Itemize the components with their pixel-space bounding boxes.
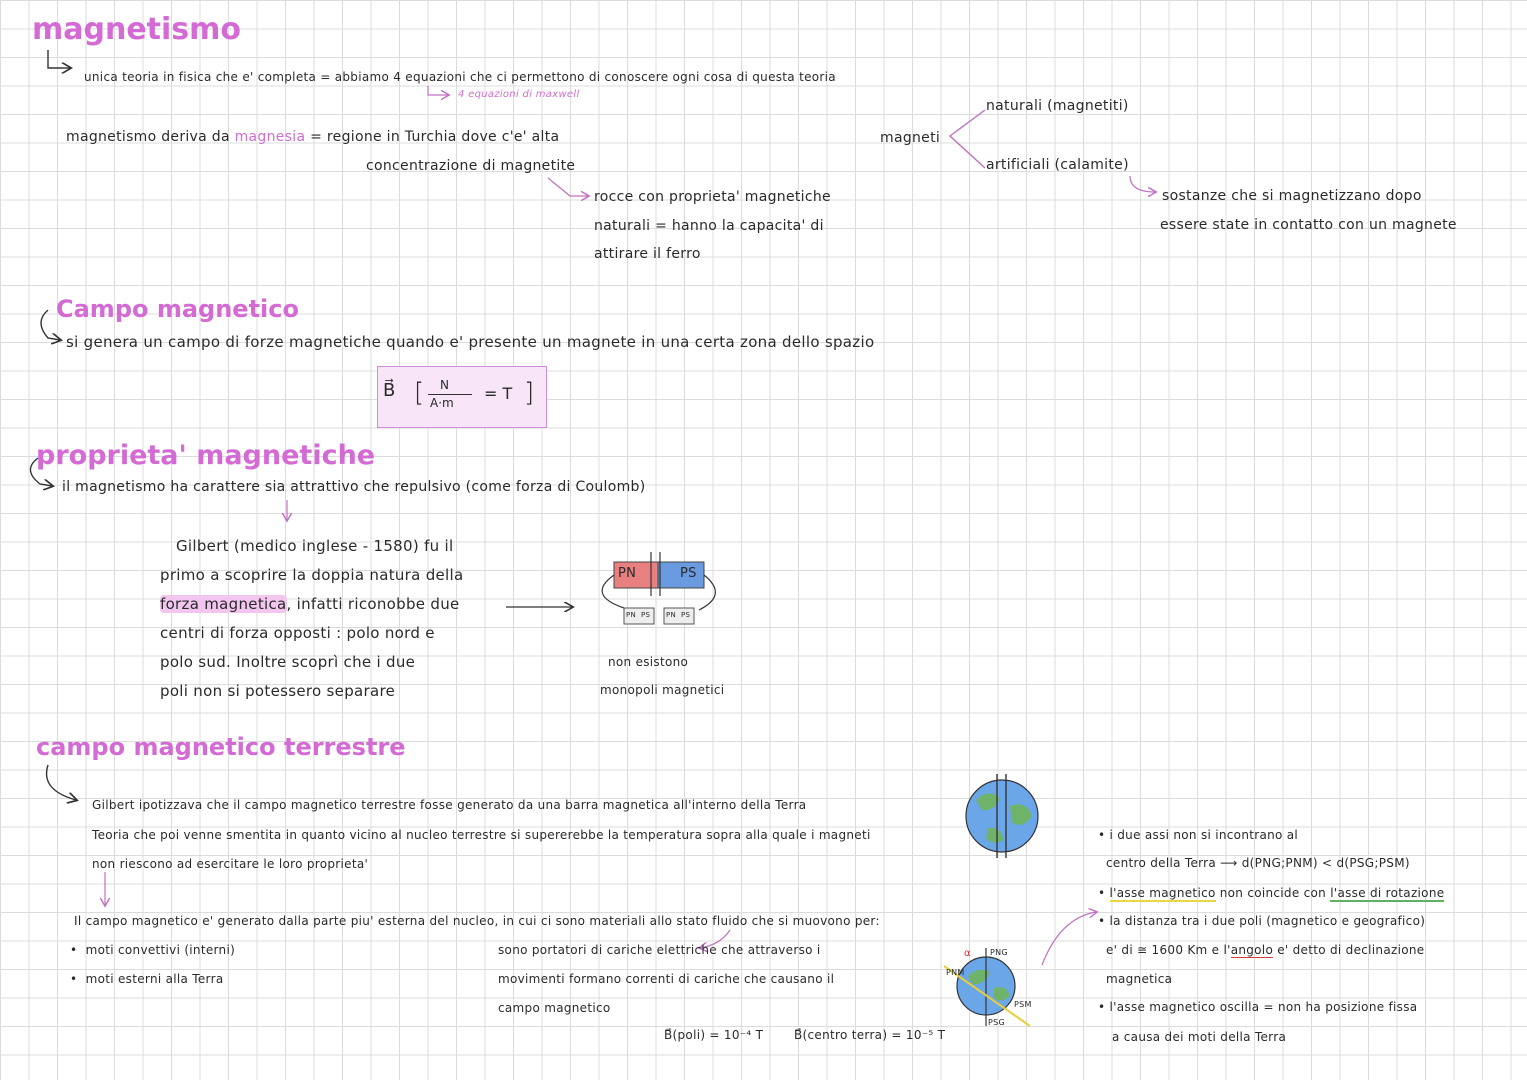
gilbert-line3-rest: , infatti riconobbe due (286, 595, 460, 613)
formula-denominator: A·m (430, 396, 454, 410)
moti-esterni-text: moti esterni alla Terra (85, 972, 224, 986)
portatori-line2: movimenti formano correnti di cariche che causano il (498, 972, 835, 986)
generation-line: Il campo magnetico e' generato dalla parte piu' esterna del nucleo, in cui ci sono materiali allo stato fluido che si muovono per: (74, 914, 880, 928)
png-label: PNG (990, 948, 1008, 957)
magneti-artificiali: artificiali (calamite) (986, 157, 1129, 173)
right-note-4: • la distanza tra i due poli (magnetico e geografico) (1098, 914, 1426, 928)
formula-box-unit (377, 366, 547, 428)
right-note-4-text: la distanza tra i due poli (magnetico e geografico) (1109, 914, 1426, 928)
angolo-underline: angolo (1230, 943, 1274, 957)
asse-magnetico-underline: l'asse magnetico (1109, 886, 1216, 900)
proprieta-line: il magnetismo ha carattere sia attrattivo che repulsivo (come forza di Coulomb) (62, 479, 646, 495)
ps-label: PS (680, 566, 697, 581)
right-note-2: centro della Terra ⟶ d(PNG;PNM) < d(PSG;PSM) (1106, 856, 1410, 870)
forza-magnetica-highlight: forza magnetica (160, 595, 287, 613)
gilbert-theory-line2: Teoria che poi venne smentita in quanto vicino al nucleo terrestre si supererebbe la temperatura sopra alla quale i magneti (92, 828, 871, 842)
right-note-5 (1106, 943, 1424, 957)
gilbert-line5: polo sud. Inoltre scoprì che i due (160, 653, 416, 671)
alpha-angle: α (964, 948, 971, 959)
asse-rotazione-underline: l'asse di rotazione (1330, 886, 1445, 900)
formula-equals: = T (484, 384, 513, 403)
bar-magnet-diagram (594, 550, 734, 630)
magneti-label: magneti (880, 130, 941, 146)
small-pn-right: PN (666, 611, 677, 619)
rocce-line2: naturali = hanno la capacita' di (594, 218, 824, 234)
origin-pre: magnetismo deriva da (66, 129, 230, 145)
rocce-line3: attirare il ferro (594, 246, 701, 262)
maxwell-note: 4 equazioni di maxwell (458, 89, 580, 100)
psm-label: PSM (1014, 1000, 1032, 1009)
bullet-moti-esterni: • moti esterni alla Terra (70, 972, 224, 986)
title-magnetismo: magnetismo (32, 12, 242, 47)
artificiali-def1: sostanze che si magnetizzano dopo (1162, 188, 1422, 204)
right-note-7-text: l'asse magnetico oscilla = non ha posizione fissa (1109, 1000, 1418, 1014)
magnesia-word: magnesia (234, 129, 306, 145)
monopoli-line2: monopoli magnetici (600, 683, 725, 697)
right-note-3-mid: non coincide con (1219, 886, 1327, 900)
right-note-6: magnetica (1106, 972, 1173, 986)
artificiali-def2: essere state in contatto con un magnete (1160, 217, 1457, 233)
monopoli-line1: non esistono (608, 655, 689, 669)
gilbert-line6: poli non si potessero separare (160, 682, 396, 700)
gilbert-theory-line1: Gilbert ipotizzava che il campo magnetico terrestre fosse generato da una barra magnetica all'interno della Terra (92, 798, 807, 812)
origin-line1 (66, 129, 559, 145)
origin-post: = regione in Turchia dove c'e' alta (310, 129, 560, 145)
right-note-1: • i due assi non si incontrano al (1098, 828, 1299, 842)
title-campo-magnetico: Campo magnetico (56, 295, 299, 323)
psg-label: PSG (988, 1018, 1006, 1027)
bracket-right: ] (524, 378, 535, 408)
magneti-naturali: naturali (magnetiti) (986, 98, 1129, 114)
formula-b-poli: B⃗(poli) = 10⁻⁴ T (664, 1028, 764, 1042)
fraction-bar (428, 394, 472, 395)
formula-B: B⃗ (383, 380, 396, 401)
bullet-moti-convettivi: • moti convettivi (interni) (70, 943, 236, 957)
pnm-label: PNM (946, 968, 965, 977)
portatori-line3: campo magnetico (498, 1001, 611, 1015)
intro-text: unica teoria in fisica che e' completa = abbiamo 4 equazioni che ci permettono di conoscere ogni cosa di questa teoria (84, 70, 836, 84)
portatori-line1: sono portatori di cariche elettriche che attraverso i (498, 943, 821, 957)
gilbert-line1: Gilbert (medico inglese - 1580) fu il (176, 537, 454, 555)
gilbert-line3 (160, 595, 460, 613)
title-campo-terrestre: campo magnetico terrestre (36, 733, 406, 761)
origin-line2: concentrazione di magnetite (366, 158, 576, 174)
right-note-8: a causa dei moti della Terra (1112, 1030, 1287, 1044)
rocce-line1: rocce con proprieta' magnetiche (594, 189, 831, 205)
earth-with-bar-icon (960, 770, 1044, 862)
gilbert-line2: primo a scoprire la doppia natura della (160, 566, 464, 584)
title-proprieta-magnetiche: proprieta' magnetiche (36, 440, 376, 471)
moti-convettivi-text: moti convettivi (interni) (85, 943, 236, 957)
gilbert-line4: centri di forza opposti : polo nord e (160, 624, 435, 642)
right-note-5-a: e' di ≅ 1600 Km e l' (1106, 943, 1231, 957)
right-note-5-c: e' detto di declinazione (1277, 943, 1425, 957)
right-note-3: • l'asse magnetico non coincide con l'asse di rotazione (1098, 886, 1445, 900)
right-note-1-text: i due assi non si incontrano al (1109, 828, 1299, 842)
small-ps-left: PS (641, 611, 651, 619)
formula-b-centro: B⃗(centro terra) = 10⁻⁵ T (794, 1028, 946, 1042)
pn-label: PN (618, 566, 637, 581)
campo-line: si genera un campo di forze magnetiche quando e' presente un magnete in una certa zona dello spazio (66, 333, 875, 351)
small-pn-left: PN (626, 611, 637, 619)
gilbert-theory-line3: non riescono ad esercitare le loro proprieta' (92, 857, 369, 871)
bracket-left: [ (414, 378, 425, 408)
small-ps-right: PS (681, 611, 691, 619)
right-note-7: • l'asse magnetico oscilla = non ha posizione fissa (1098, 1000, 1418, 1014)
formula-numerator: N (440, 378, 449, 392)
